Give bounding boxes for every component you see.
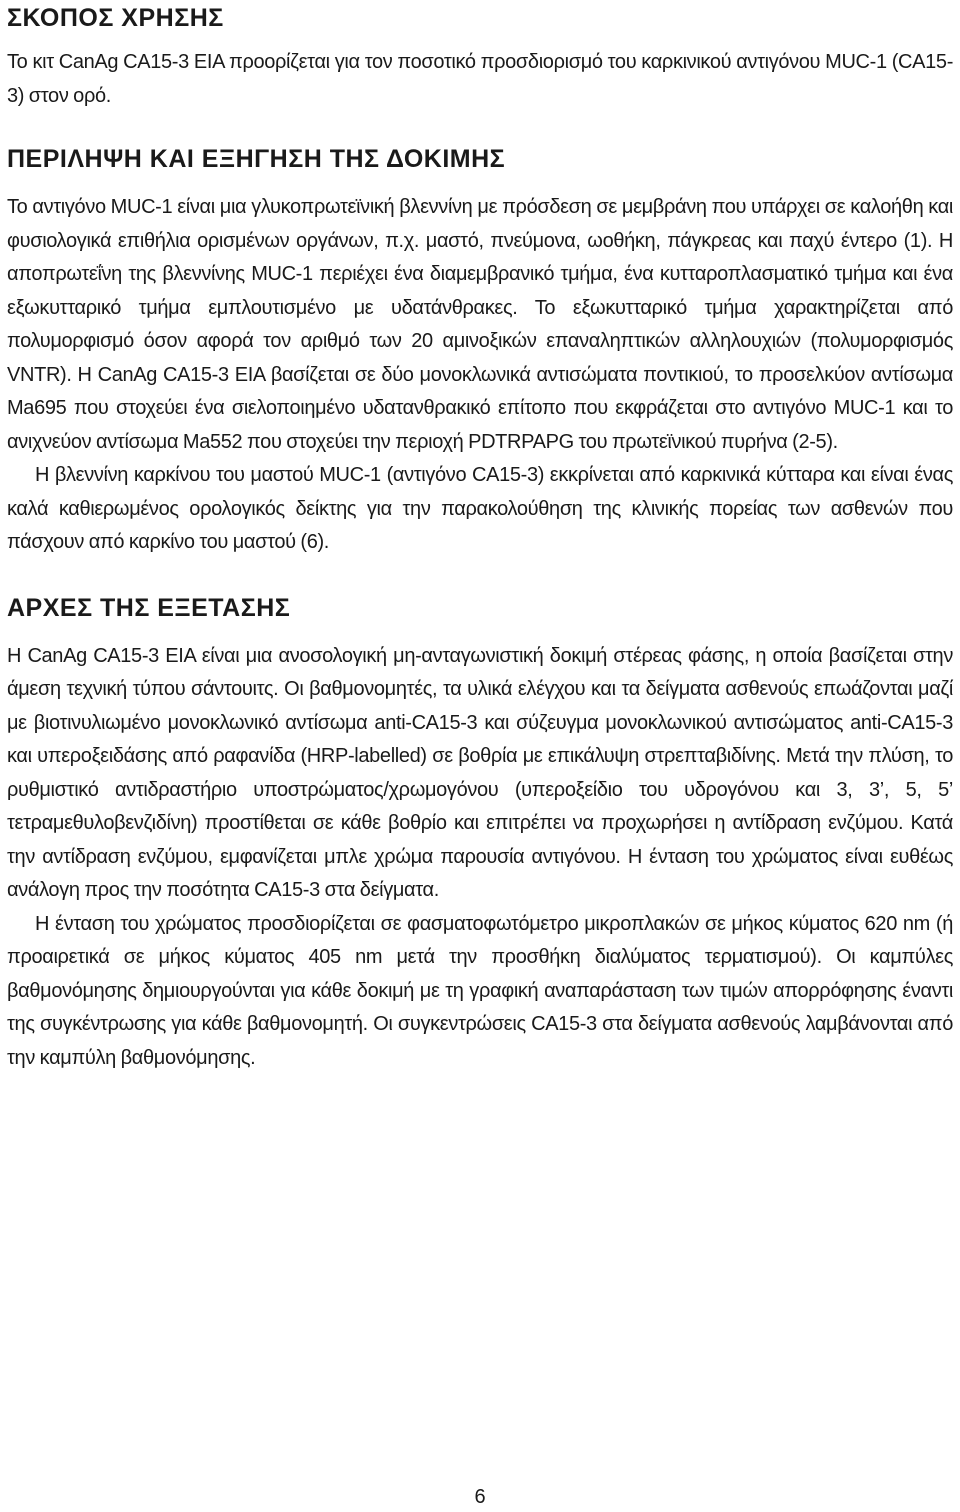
section-title-summary: ΠΕΡΙΛΗΨΗ ΚΑΙ ΕΞΗΓΗΣΗ ΤΗΣ ΔΟΚΙΜΗΣ [7, 145, 506, 173]
paragraph: Το αντιγόνο MUC-1 είναι μια γλυκοπρωτεϊνική βλεννίνη με πρόσδεση σε μεμβράνη που υπάρχει σε καλοήθη και φυσιολογικά επιθήλια ορισμένων οργάνων, π.χ. μαστό, πνεύμονα, ωοθήκη, πάγκρεας και παχύ έντερο (1). Η αποπρωτεΐνη της βλεννίνης MUC-1 περιέχει ένα διαμεμβρανικό τμήμα, ένα κυτταροπλασματικό τμήμα και ένα εξωκυτταρικό τμήμα εμπλουτισμένο με υδατάνθρακες. Το εξωκυτταρικό τμήμα χαρακτηρίζεται από πολυμορφισμό όσον αφορά τον αριθμό των 20 αμινοξικών επαναληπτικών αλληλουχιών (πολυμορφισμός VNTR). Η CanAg CA15-3 EIA βασίζεται σε δύο μονοκλωνικά αντισώματα ποντικιού, το προσελκύον αντίσωμα Ma695 που στοχεύει ένα σιελοποιημένο υδατανθρακικό επίτοπο που εκφράζεται στο αντιγόνο MUC-1 και το ανιχνεύον αντίσωμα Ma552 που στοχεύει την περιοχή PDTRPAPG του πρωτεϊνικού πυρήνα (2-5). [7, 196, 953, 453]
paragraph: Το κιτ CanAg CA15-3 EIA προορίζεται για τον ποσοτικό προσδιορισμό του καρκινικού αντιγόνου MUC-1 (CA15-3) στον ορό. [7, 51, 953, 107]
document-page [7, 0, 953, 1075]
section-intended-use [7, 4, 953, 113]
paragraph: Η CanAg CA15-3 EIA είναι μια ανοσολογική μη-ανταγωνιστική δοκιμή στέρεας φάσης, η οποία βασίζεται στην άμεση τεχνική τύπου σάντουιτς. Οι βαθμονομητές, τα υλικά ελέγχου και τα δείγματα ασθενούς επωάζονται μαζί με βιοτινυλιωμένο μονοκλωνικό αντίσωμα anti-CA15-3 και σύζευγμα μονοκλωνικού αντισώματος anti-CA15-3 και υπεροξειδάσης από ραφανίδα (HRP-labelled) σε βοθρία με επικάλυψη στρεπταβιδίνης. Μετά την πλύση, το ρυθμιστικό αντιδραστήριο υποστρώματος/χρωμογόνου (υπεροξείδιο του υδρογόνου και 3, 3’, 5, 5’ τετραμεθυλοβενζιδίνη) προστίθεται σε κάθε βοθρίο και επιτρέπει να προχωρήσει η αντίδραση ενζύμου. Κατά την αντίδραση ενζύμου, εμφανίζεται μπλε χρώμα παρουσία αντιγόνου. Η ένταση του χρώματος είναι ευθέως ανάλογη προς την ποσότητα CA15-3 στα δείγματα. [7, 644, 953, 901]
section-title-intended-use: ΣΚΟΠΟΣ ΧΡΗΣΗΣ [7, 4, 224, 32]
section-summary [7, 145, 953, 560]
section-title-principles: ΑΡΧΕΣ ΤΗΣ ΕΞΕΤΑΣΗΣ [7, 593, 291, 622]
paragraph: Η βλεννίνη καρκίνου του μαστού MUC-1 (αντιγόνο CA15-3) εκκρίνεται από καρκινικά κύτταρα και είναι ένας καλά καθιερωμένος ορολογικός δείκτης για την παρακολούθηση της κλινικής πορείας των ασθενών που πάσχουν από καρκίνο του μαστού (6). [7, 464, 953, 553]
paragraph: Η ένταση του χρώματος προσδιορίζεται σε φασματοφωτόμετρο μικροπλακών σε μήκος κύματος 620 nm (ή προαιρετικά σε μήκος κύματος 405 nm μετά την προσθήκη διαλύματος τερματισμού). Οι καμπύλες βαθμονόμησης δημιουργούνται για κάθε δοκιμή με τη γραφική αναπαράσταση των τιμών απορρόφησης έναντι της συγκέντρωσης για κάθε βαθμονομητή. Οι συγκεντρώσεις CA15-3 στα δείγματα ασθενούς λαμβάνονται από την καμπύλη βαθμονόμησης. [7, 912, 953, 1069]
section-principles [7, 594, 953, 1076]
page-number: 6 [474, 1486, 486, 1508]
